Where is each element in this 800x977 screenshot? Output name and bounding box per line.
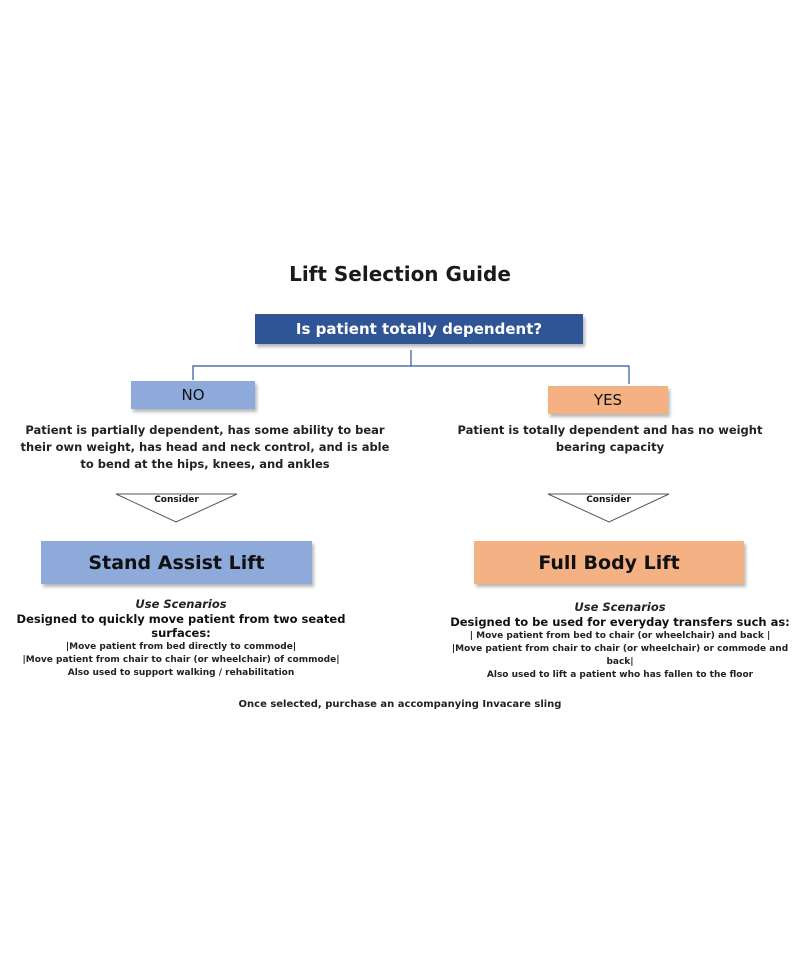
page-title: Lift Selection Guide — [289, 262, 511, 286]
use-scenario-line: |Move patient from chair to chair (or wheelchair) or commode and back| — [451, 644, 789, 667]
use-scenarios-lead: Designed to quickly move patient from two seated surfaces: — [16, 612, 346, 640]
yes-use-scenarios — [440, 600, 800, 682]
use-scenarios-title: Use Scenarios — [135, 597, 227, 611]
no-box: NO — [131, 381, 255, 409]
use-scenario-line: | Move patient from bed to chair (or wheelchair) and back | — [469, 631, 771, 641]
use-scenario-line: Also used to lift a patient who has fallen to the floor — [486, 670, 754, 680]
no-description: Patient is partially dependent, has some ability to bear their own weight, has head and neck control, and is able to bend at the hips, knees, and ankles — [20, 423, 390, 471]
full-body-lift-box: Full Body Lift — [474, 541, 744, 584]
use-scenarios-title: Use Scenarios — [574, 600, 666, 614]
use-scenario-line: Also used to support walking / rehabilitation — [67, 668, 295, 678]
branch-connector — [193, 350, 629, 384]
yes-description: Patient is totally dependent and has no weight bearing capacity — [457, 423, 763, 454]
use-scenario-line: |Move patient from chair to chair (or wheelchair) of commode| — [22, 655, 340, 665]
use-scenario-line: |Move patient from bed directly to commode| — [65, 642, 297, 652]
stand-assist-lift-box: Stand Assist Lift — [41, 541, 312, 584]
yes-box: YES — [548, 386, 668, 414]
consider-label-no: Consider — [154, 495, 199, 505]
footer-note: Once selected, purchase an accompanying Invacare sling — [238, 699, 562, 710]
use-scenarios-lead: Designed to be used for everyday transfers such as: — [450, 615, 790, 629]
no-use-scenarios — [0, 597, 362, 680]
question-box: Is patient totally dependent? — [255, 314, 583, 344]
consider-label-yes: Consider — [586, 495, 631, 505]
